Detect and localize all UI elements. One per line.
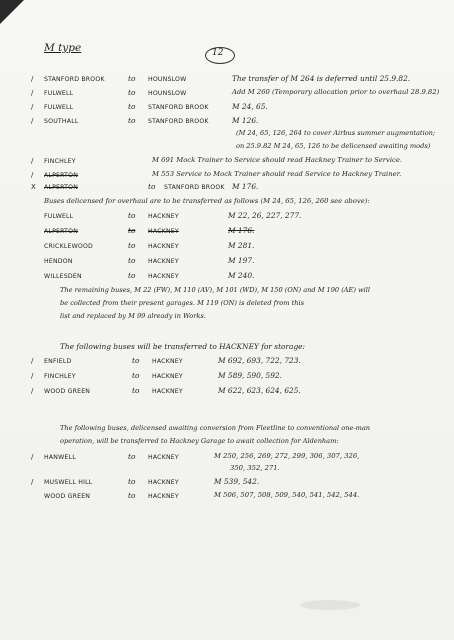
bus-list: M 589, 590, 592. xyxy=(218,371,282,380)
garage-from: SOUTHALL xyxy=(44,118,79,125)
to-word: to xyxy=(132,386,140,395)
garage-from: WOOD GREEN xyxy=(44,388,91,395)
to-word: to xyxy=(128,211,136,220)
garage-from: FINCHLEY xyxy=(44,373,76,380)
tick-mark: / xyxy=(31,357,34,365)
garage-from: ALPERTON xyxy=(44,184,79,191)
tick-mark: / xyxy=(31,75,34,83)
garage-from: FULWELL xyxy=(44,90,74,97)
storage-intro: The following buses will be transferred to HACKNEY for storage: xyxy=(60,342,306,351)
to-word: to xyxy=(128,102,136,111)
tick-mark: / xyxy=(31,387,34,395)
garage-from: FINCHLEY xyxy=(44,158,76,165)
to-word: to xyxy=(128,452,136,461)
to-word: to xyxy=(128,491,136,500)
tick-mark: / xyxy=(31,171,34,179)
garage-to: HOUNSLOW xyxy=(148,90,187,97)
bus-list-continued: 350, 352, 271. xyxy=(230,464,280,472)
bus-list: M 22, 26, 227, 277. xyxy=(228,211,302,220)
garage-to: HACKNEY xyxy=(152,358,183,365)
to-word: to xyxy=(128,116,136,125)
airbus-note-line-1: (M 24, 65, 126, 264 to cover Airbus summer augmentation; xyxy=(236,129,436,137)
remaining-line-1: The remaining buses, M 22 (FW), M 110 (AV), M 101 (WD), M 150 (ON) and M 190 (AE) will xyxy=(60,286,371,294)
garage-from: ENFIELD xyxy=(44,358,72,365)
tick-mark: / xyxy=(31,453,34,461)
bus-list: M 250, 256, 269, 272, 299, 306, 307, 326, xyxy=(214,452,360,460)
move-note: M 24, 65. xyxy=(232,102,268,111)
bus-list: M 622, 623, 624, 625. xyxy=(218,386,301,395)
garage-from: MUSWELL HILL xyxy=(44,479,93,486)
remaining-line-2: be collected from their present garages. M 119 (ON) is deleted from this xyxy=(60,299,304,307)
garage-to: HACKNEY xyxy=(148,258,179,265)
tick-mark: / xyxy=(31,89,34,97)
move-note: M 126. xyxy=(232,116,259,125)
folded-corner xyxy=(0,0,24,24)
tick-mark: / xyxy=(31,478,34,486)
to-word: to xyxy=(128,226,136,235)
bus-list: M 281. xyxy=(228,241,255,250)
bus-list: M 692, 693, 722, 723. xyxy=(218,356,301,365)
to-word: to xyxy=(132,371,140,380)
garage-from: WILLESDEN xyxy=(44,273,82,280)
conversion-intro-line-2: operation, will be transferred to Hackney Garage to await collection for Aldenham: xyxy=(60,437,339,445)
garage-to: HACKNEY xyxy=(148,213,179,220)
garage-from: FULWELL xyxy=(44,213,74,220)
airbus-note-line-2: on 25.9.82 M 24, 65, 126 to be delicensed awaiting mods) xyxy=(236,142,431,150)
move-note: The transfer of M 264 is deferred until 25.9.82. xyxy=(232,74,411,83)
garage-to: HACKNEY xyxy=(152,373,183,380)
to-word: to xyxy=(128,241,136,250)
garage-from: STANFORD BROOK xyxy=(44,76,105,83)
garage-from: HENDON xyxy=(44,258,73,265)
to-word: to xyxy=(128,256,136,265)
remaining-line-3: list and replaced by M 99 already in Works. xyxy=(60,312,206,320)
to-word: to xyxy=(132,356,140,365)
bus-list: M 539, 542. xyxy=(214,477,260,486)
garage-to: STANFORD BROOK xyxy=(148,118,209,125)
garage-to: HACKNEY xyxy=(148,243,179,250)
garage-to: HACKNEY xyxy=(148,273,179,280)
to-word: to xyxy=(128,74,136,83)
page-number: 12 xyxy=(212,48,224,58)
scan-smudge xyxy=(300,600,360,610)
garage-to: HACKNEY xyxy=(152,388,183,395)
bus-list: M 176. xyxy=(228,226,255,235)
page-heading: M type xyxy=(44,42,82,54)
move-note: Add M 260 (Temporary allocation prior to overhaul 28.9.82) xyxy=(232,88,440,96)
garage-from: CRICKLEWOOD xyxy=(44,243,94,250)
to-word: to xyxy=(128,271,136,280)
tick-mark: / xyxy=(31,372,34,380)
garage-from: FULWELL xyxy=(44,104,74,111)
garage-to: STANFORD BROOK xyxy=(148,104,209,111)
bus-list: M 197. xyxy=(228,256,255,265)
garage-from: WOOD GREEN xyxy=(44,493,91,500)
tick-mark: / xyxy=(31,117,34,125)
garage-from: HANWELL xyxy=(44,454,76,461)
delicensed-intro: Buses delicensed for overhaul are to be transferred as follows (M 24, 65, 126, 260 see above): xyxy=(44,197,370,205)
correction-note: M 691 Mock Trainer to Service should read Hackney Trainer to Service. xyxy=(152,156,403,164)
to-word: to xyxy=(148,182,156,191)
correction-note: M 553 Service to Mock Trainer should read Service to Hackney Trainer. xyxy=(152,170,402,178)
garage-to: STANFORD BROOK xyxy=(164,184,225,191)
garage-from: ALPERTON xyxy=(44,228,79,235)
garage-to: HACKNEY xyxy=(148,454,179,461)
tick-mark: / xyxy=(31,157,34,165)
cross-mark: X xyxy=(31,183,36,191)
bus-list: M 240. xyxy=(228,271,255,280)
garage-to: HACKNEY xyxy=(148,493,179,500)
to-word: to xyxy=(128,88,136,97)
conversion-intro-line-1: The following buses, delicensed awaiting conversion from Fleetline to conventional one-man xyxy=(60,424,370,432)
move-note: M 176. xyxy=(232,182,259,191)
garage-to: HOUNSLOW xyxy=(148,76,187,83)
bus-list: M 506, 507, 508, 509, 540, 541, 542, 544. xyxy=(214,491,360,499)
to-word: to xyxy=(128,477,136,486)
garage-to: HACKNEY xyxy=(148,228,179,235)
garage-to: HACKNEY xyxy=(148,479,179,486)
tick-mark: / xyxy=(31,103,34,111)
garage-from: ALPERTON xyxy=(44,172,79,179)
